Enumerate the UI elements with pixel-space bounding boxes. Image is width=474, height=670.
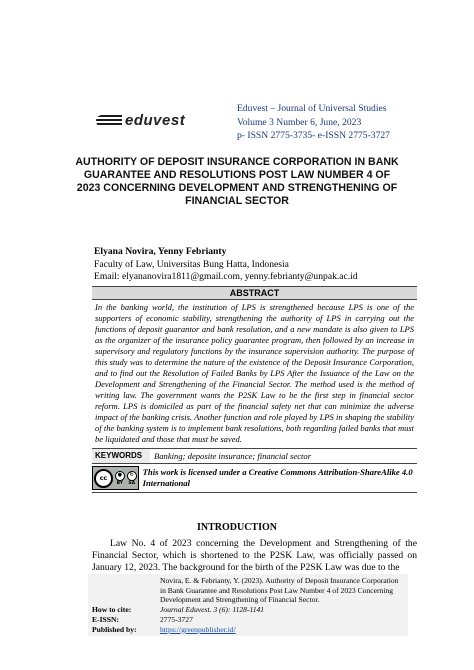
keywords-row xyxy=(92,449,417,464)
license-text: This work is licensed under a Creative Commons Attribution-ShareAlike 4.0 International xyxy=(142,467,413,488)
journal-reference: Journal Eduvest. 3 (6): 1128-1141 xyxy=(160,605,265,615)
abstract-text: In the banking world, the institution of LPS is strengthened because LPS is one of the supporters of economic stability, strengthening the authority of LPS in carrying out the functions of deposit guarantor and bank resolution, and a new mandate is also given to LPS as the organizer of the insurance policy guarantee program, then followed by an increase in supervisory and regulatory functions by the insurance supervision authority. The purpose of this study was to determine the nature of the existence of the Deposit Insurance Corporation, and to find out the Resolution of Failed Banks by LPS After the Issuance of the Law on the Development and Strengthening of the Financial Sector. The method used is the method of writing law. The government wants the P2SK Law to be the first step in financial sector reform. LPS is domiciled as part of the financial safety net that can minimize the adverse impact of the banking crisis. Another function and role played by LPS in shaping the stability of the banking system is to implement bank resolutions, both regarding failed banks that must be liquidated and those that must be saved. xyxy=(92,300,417,449)
journal-info xyxy=(237,102,390,143)
citation-box xyxy=(88,574,408,636)
author-affiliation: Faculty of Law, Universitas Bung Hatta, Indonesia xyxy=(94,258,289,270)
logo-stripes-icon xyxy=(96,115,122,127)
license-row xyxy=(92,464,417,493)
author-names: Elyana Novira, Yenny Febrianty xyxy=(94,246,227,257)
journal-issn: p- ISSN 2775-3735- e-ISSN 2775-3727 xyxy=(237,130,390,141)
abstract-box xyxy=(92,286,417,493)
published-by-label: Published by: xyxy=(92,624,137,634)
keywords-value: Banking; deposite insurance; financial sector xyxy=(154,451,312,461)
how-to-cite-label: How to cite: xyxy=(92,605,132,615)
journal-logo xyxy=(96,112,185,129)
journal-issue: Volume 3 Number 6, June, 2023 xyxy=(237,116,362,128)
journal-name: Eduvest – Journal of Universal Studies xyxy=(237,103,387,114)
eissn-label: E-ISSN: xyxy=(92,614,120,624)
introduction-text: Law No. 4 of 2023 concerning the Development and Strengthening of the Financial Sector, which is shortened to the P2SK Law, was officially passed on January 12, 2023. The background for the birth of the P2SK Law was due to the xyxy=(92,538,417,573)
author-email[interactable]: Email: elyananovira1811@gmail.com, yenny.febrianty@unpak.ac.id xyxy=(94,271,358,282)
publisher-link[interactable]: https://greenpublisher.id/ xyxy=(160,624,236,634)
cc-icon: cc xyxy=(94,469,113,488)
abstract-heading: ABSTRACT xyxy=(92,286,417,300)
by-label: BY xyxy=(116,480,124,486)
author-block xyxy=(94,246,358,284)
introduction-heading: INTRODUCTION xyxy=(196,522,277,533)
by-block xyxy=(115,471,125,486)
logo-text: eduvest xyxy=(125,112,186,129)
sa-block xyxy=(127,471,137,486)
paper-title: AUTHORITY OF DEPOSIT INSURANCE CORPORATION IN BANK GUARANTEE AND RESOLUTIONS POST LAW NUMBER 4 OF 2023 CONCERNING DEVELOPMENT AND STRENGTHENING OF FINANCIAL SECTOR xyxy=(75,156,399,207)
citation-value: Novira, E. & Febrianty, Y. (2023). Authority of Deposit Insurance Corporation in Bank Guarantee and Resolutions Post Law Number 4 of 2023 Concerning Development and Strengthening of Financial Sector. xyxy=(160,576,399,605)
keywords-label: KEYWORDS xyxy=(92,449,150,463)
cc-by-sa-badge-icon[interactable] xyxy=(92,466,139,490)
person-icon: ● xyxy=(115,471,125,481)
eissn-value: 2775-3727 xyxy=(160,614,193,624)
share-alike-icon: ↻ xyxy=(127,471,137,481)
sa-label: SA xyxy=(128,480,136,486)
